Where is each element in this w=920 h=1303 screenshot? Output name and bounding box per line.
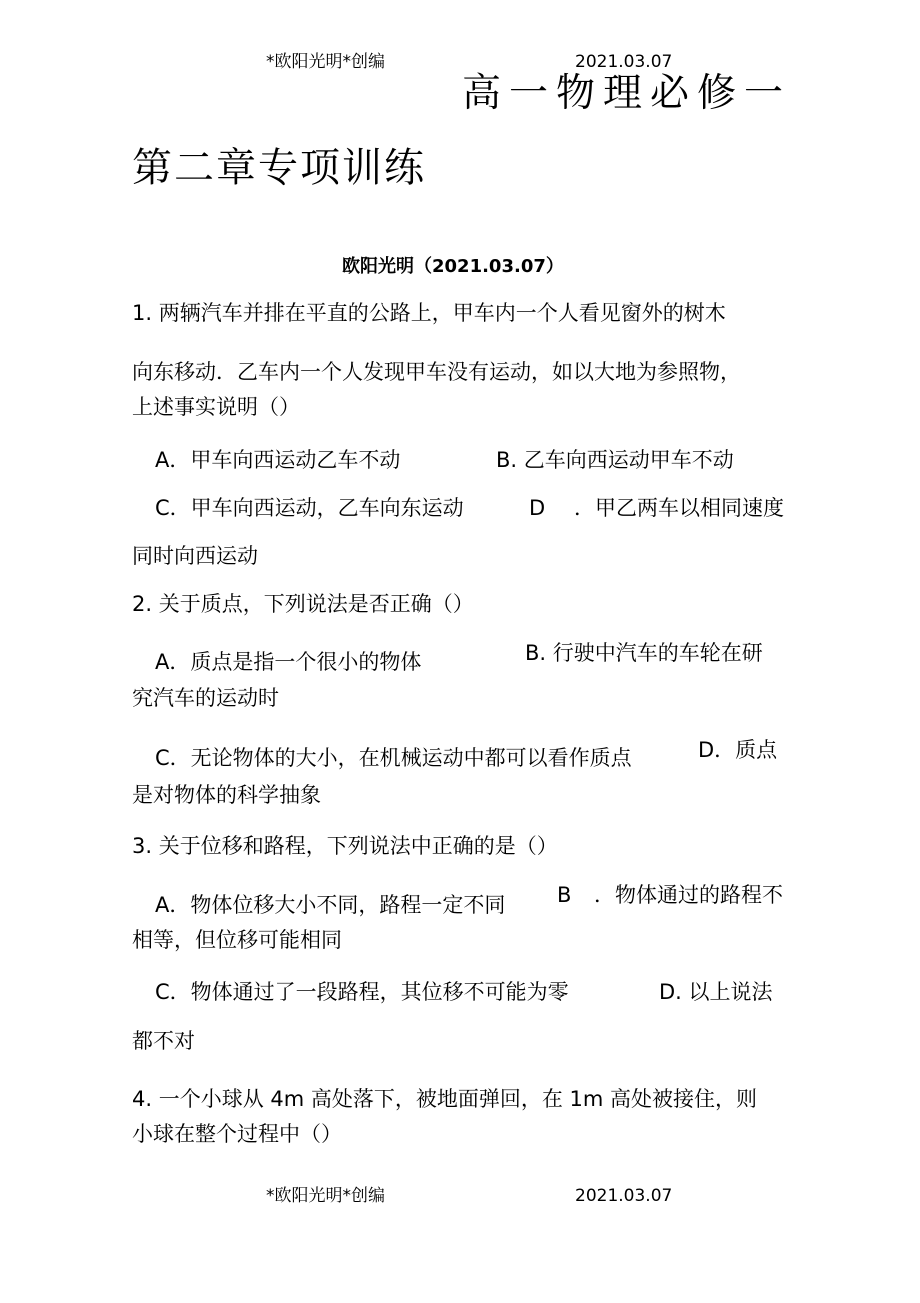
question-1-option-c: C．甲车向西运动，乙车向东运动 xyxy=(155,496,464,520)
question-2-option-c: C．无论物体的大小，在机械运动中都可以看作质点 xyxy=(155,746,632,770)
byline: 欧阳光明（2021.03.07） xyxy=(342,256,564,277)
question-1-option-d-letter: D xyxy=(529,496,546,520)
question-2-option-d: D．质点 xyxy=(698,738,778,762)
footer-author-tag: *欧阳光明*创编 xyxy=(266,1186,385,1206)
question-2-stem: 2. 关于质点，下列说法是否正确（） xyxy=(132,592,474,616)
question-1-stem-line-3: 上述事实说明（） xyxy=(132,395,300,419)
question-2-option-d-continued: 是对物体的科学抽象 xyxy=(132,783,321,807)
question-3-option-b-continued: 相等，但位移可能相同 xyxy=(132,928,342,952)
question-4-stem-line-1: 4. 一个小球从 4m 高处落下，被地面弹回，在 1m 高处被接住，则 xyxy=(132,1087,758,1111)
question-3-option-b-letter: B xyxy=(557,883,572,907)
header-date: 2021.03.07 xyxy=(575,52,673,72)
header-author-tag: *欧阳光明*创编 xyxy=(266,52,385,72)
question-3-option-d: D. 以上说法 xyxy=(659,980,773,1004)
title-course: 高一物理必修一 xyxy=(462,71,792,116)
question-2-option-b-continued: 究汽车的运动时 xyxy=(132,686,279,710)
question-3-option-b-text: ．物体通过的路程不 xyxy=(594,883,783,907)
question-3-option-d-continued: 都不对 xyxy=(132,1029,195,1053)
question-1-option-a: A．甲车向西运动乙车不动 xyxy=(155,448,401,472)
footer-date: 2021.03.07 xyxy=(575,1186,673,1206)
question-2-option-a: A．质点是指一个很小的物体 xyxy=(155,650,422,674)
question-2-option-b: B. 行驶中汽车的车轮在研 xyxy=(525,641,763,665)
question-3-option-c: C．物体通过了一段路程，其位移不可能为零 xyxy=(155,980,569,1004)
question-4-stem-line-2: 小球在整个过程中（） xyxy=(132,1122,342,1146)
question-3-stem: 3. 关于位移和路程，下列说法中正确的是（） xyxy=(132,834,558,858)
question-1-option-d-continued: 同时向西运动 xyxy=(132,544,258,568)
question-1-stem-line-1: 1. 两辆汽车并排在平直的公路上，甲车内一个人看见窗外的树木 xyxy=(132,301,726,325)
question-1-option-d-text: ．甲乙两车以相同速度 xyxy=(574,496,784,520)
question-1-stem-line-2: 向东移动．乙车内一个人发现甲车没有运动，如以大地为参照物， xyxy=(132,360,741,384)
question-3-option-a: A．物体位移大小不同，路程一定不同 xyxy=(155,893,506,917)
question-1-option-b: B. 乙车向西运动甲车不动 xyxy=(496,448,734,472)
title-chapter: 第二章专项训练 xyxy=(132,145,426,191)
